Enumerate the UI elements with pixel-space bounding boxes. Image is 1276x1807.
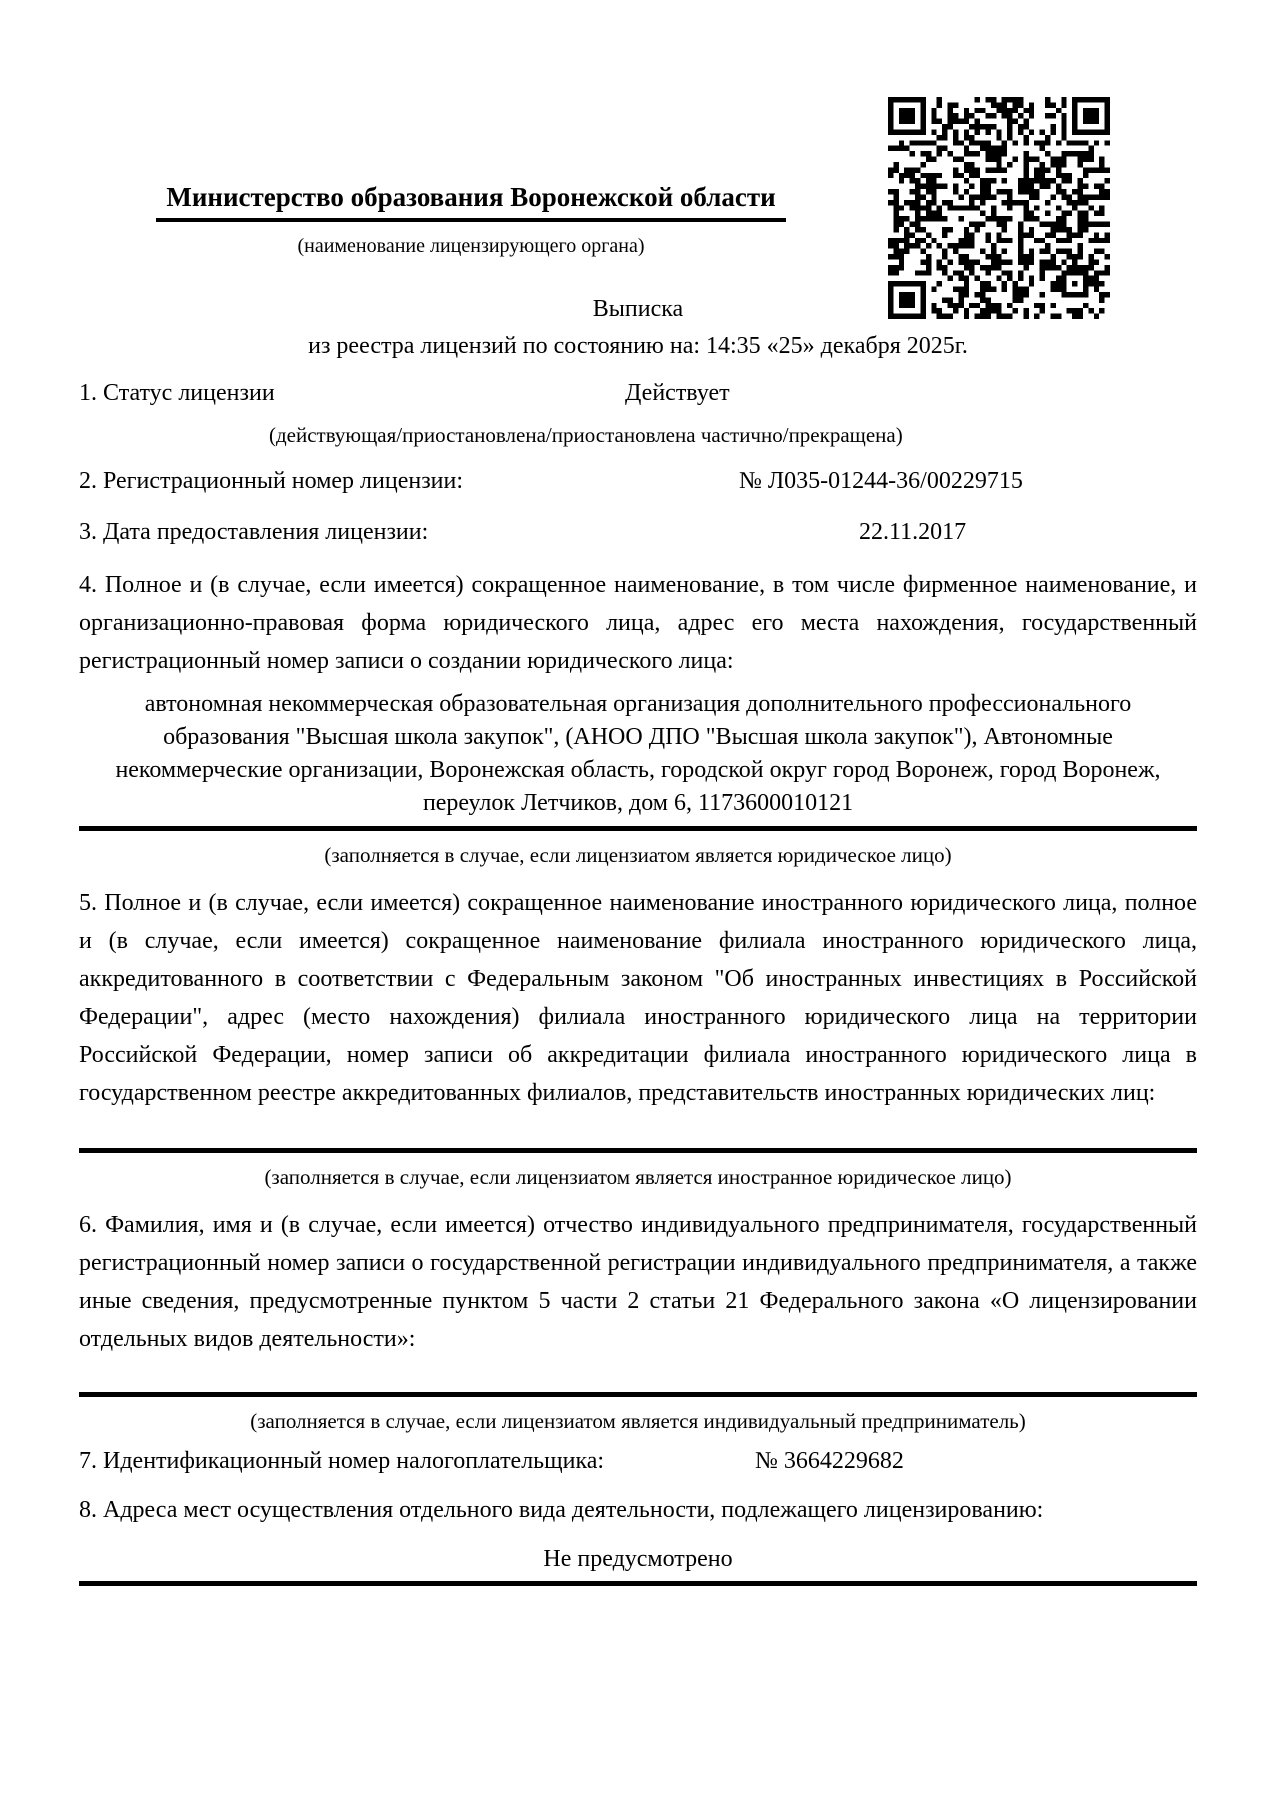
divider bbox=[79, 826, 1197, 831]
field-grant-date-label: 3. Дата предоставления лицензии: bbox=[79, 519, 429, 545]
field-foreign-entity-hint: (заполняется в случае, если лицензиатом является иностранное юридическое лицо) bbox=[264, 1165, 1012, 1189]
qr-code-icon bbox=[888, 97, 1110, 319]
field-status-row bbox=[79, 380, 1197, 411]
document-content bbox=[79, 182, 1197, 1586]
field-inn-value: № 3664229682 bbox=[755, 1448, 904, 1474]
licensing-authority-header bbox=[79, 182, 863, 258]
field-individual-hint: (заполняется в случае, если лицензиатом является индивидуальный предприниматель) bbox=[250, 1409, 1026, 1433]
document-subtitle: из реестра лицензий по состоянию на: 14:35 «25» декабря 2025г. bbox=[308, 333, 968, 359]
field-status-label: 1. Статус лицензии bbox=[79, 380, 275, 406]
field-reg-number-label: 2. Регистрационный номер лицензии: bbox=[79, 468, 464, 494]
field-addresses-value: Не предусмотрено bbox=[543, 1546, 733, 1572]
field-legal-entity-value: автономная некоммерческая образовательная организация дополнительного профессионального образования "Высшая школа закупок", (АНОО ДПО "Высшая школа закупок"), Автономные некоммерческие организации, Воронежская область, городской округ город Воронеж, город Воронеж, переулок Летчиков, дом 6, 1173600010121 bbox=[115, 691, 1161, 816]
field-addresses-label: 8. Адреса мест осуществления отдельного вида деятельности, подлежащего лицензированию: bbox=[79, 1497, 1044, 1523]
field-legal-entity-hint: (заполняется в случае, если лицензиатом является юридическое лицо) bbox=[324, 843, 952, 867]
field-inn-row bbox=[79, 1448, 1197, 1479]
field-reg-number-row bbox=[79, 468, 1197, 499]
field-foreign-entity-label: 5. Полное и (в случае, если имеется) сокращенное наименование иностранного юридического лица, полное и (в случае, если имеется) сокращенное наименование филиала иностранного юридического лица, аккредитованного в соответствии с Федеральным законом "Об иностранных инвестициях в Российской Федерации", адрес (место нахождения) филиала иностранного юридического лица на территории Российской Федерации, номер записи об аккредитации филиала иностранного юридического лица в государственном реестре аккредитованных филиалов, представительств иностранных юридических лиц: bbox=[79, 890, 1197, 1106]
divider bbox=[79, 1581, 1197, 1586]
field-status-hint: (действующая/приостановлена/приостановлена частично/прекращена) bbox=[269, 423, 903, 447]
field-status-value: Действует bbox=[625, 380, 730, 406]
field-inn-label: 7. Идентификационный номер налогоплательщика: bbox=[79, 1448, 605, 1474]
field-legal-entity-label: 4. Полное и (в случае, если имеется) сокращенное наименование, в том числе фирменное наименование, и организационно-правовая форма юридического лица, адрес его места нахождения, государственный регистрационный номер записи о создании юридического лица: bbox=[79, 572, 1197, 674]
field-individual-label: 6. Фамилия, имя и (в случае, если имеется) отчество индивидуального предпринимателя, государственный регистрационный номер записи о государственной регистрации индивидуального предпринимателя, а также иные сведения, предусмотренные пунктом 5 части 2 статьи 21 Федерального закона «О лицензировании отдельных видов деятельности»: bbox=[79, 1212, 1197, 1352]
document-title: Выписка bbox=[592, 296, 684, 322]
field-reg-number-value: № Л035-01244-36/00229715 bbox=[739, 468, 1023, 494]
divider bbox=[79, 1392, 1197, 1397]
field-addresses-row bbox=[79, 1497, 1197, 1528]
field-grant-date-value: 22.11.2017 bbox=[859, 519, 967, 545]
divider bbox=[79, 1148, 1197, 1153]
field-grant-date-row bbox=[79, 519, 1197, 550]
licensing-authority-caption: (наименование лицензирующего органа) bbox=[297, 235, 645, 257]
licensing-authority-name: Министерство образования Воронежской области bbox=[156, 182, 785, 222]
